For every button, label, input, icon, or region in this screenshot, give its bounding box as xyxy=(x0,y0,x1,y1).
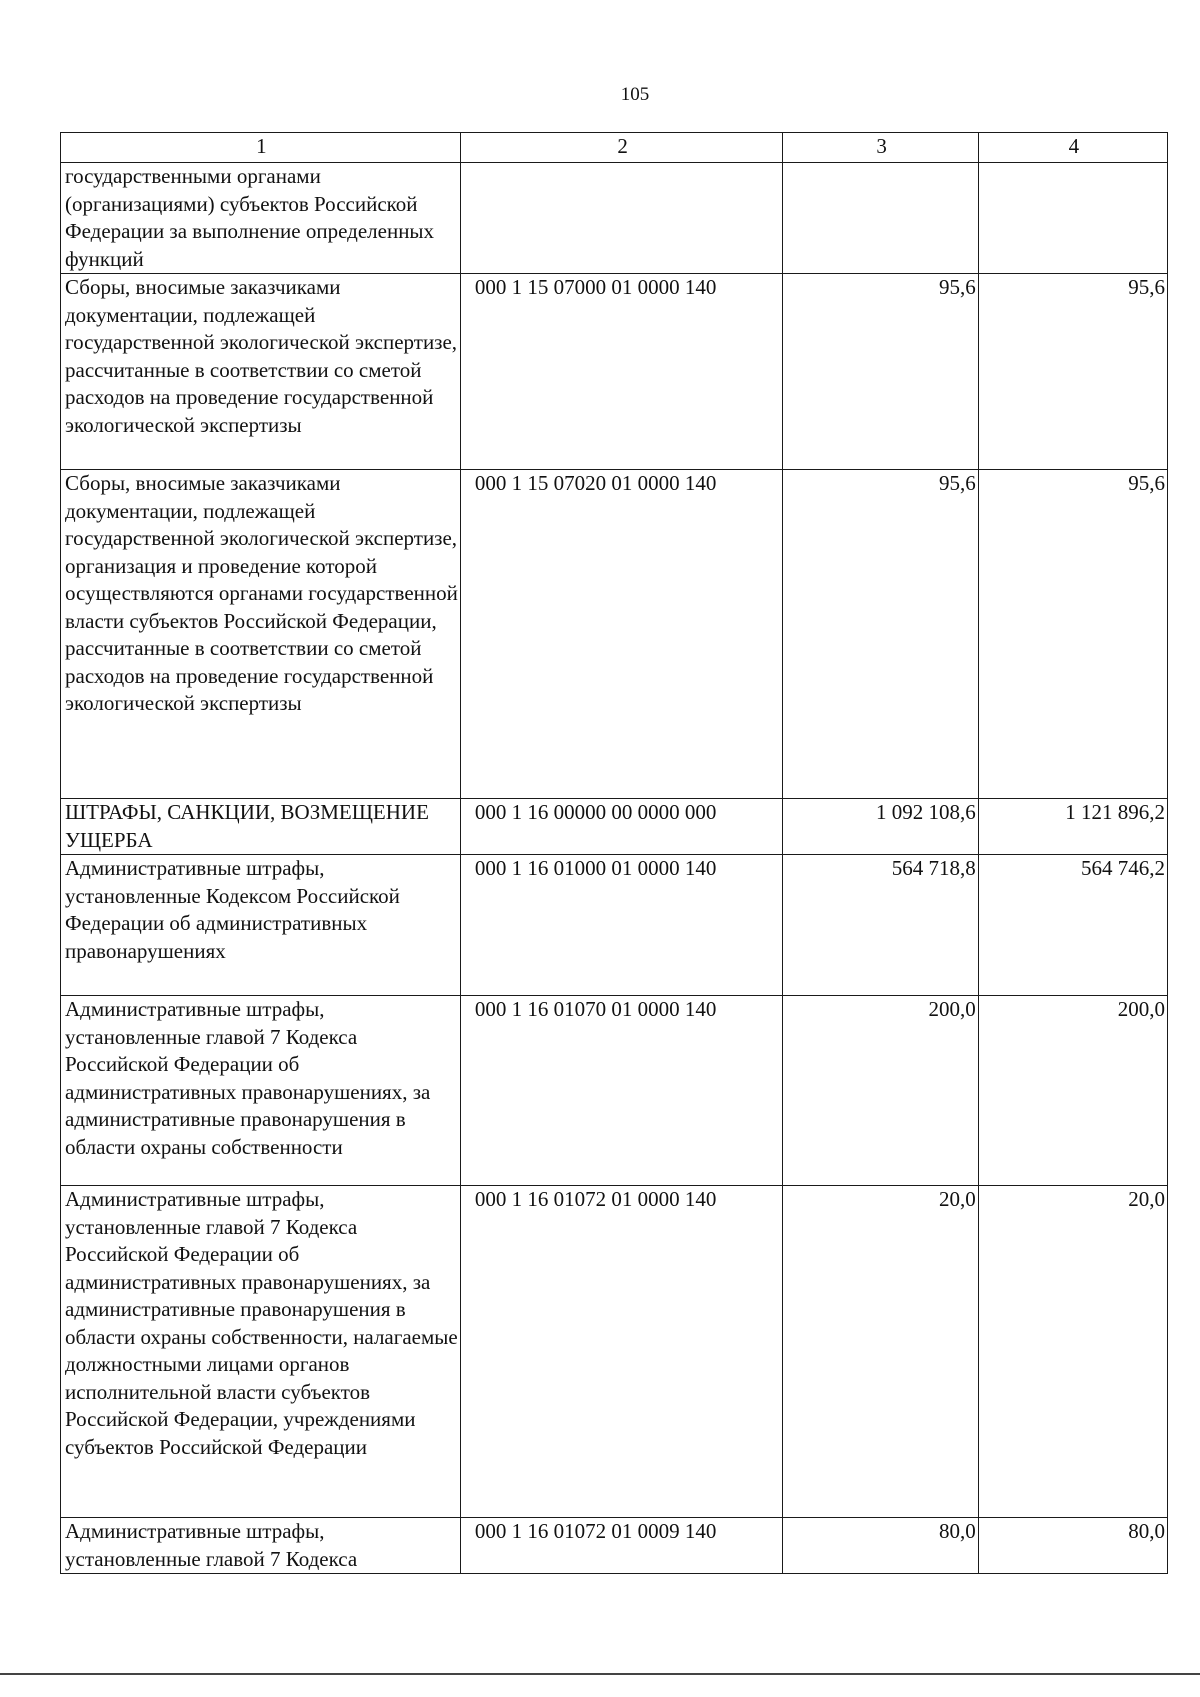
column-header-2: 2 xyxy=(460,133,783,163)
row-code-cell: 000 1 16 01072 01 0000 140 xyxy=(460,1186,783,1518)
row-code-cell: 000 1 16 01072 01 0009 140 xyxy=(460,1518,783,1574)
column-header-4: 4 xyxy=(978,133,1167,163)
scan-edge-divider xyxy=(0,1673,1200,1675)
row-name-cell: Сборы, вносимые заказчиками документации, подлежащей государственной экологической экспертизе, организация и проведение которой осуществляются органами государственной власти субъектов Российской Федерации, рассчитанные в соответствии со сметой расходов на проведение государственной экологической экспертизы xyxy=(61,470,461,799)
row-value-col4: 564 746,2 xyxy=(978,855,1167,996)
row-value-col4: 1 121 896,2 xyxy=(978,799,1167,855)
row-value-col4 xyxy=(978,163,1167,274)
table-row xyxy=(61,996,1168,1186)
row-value-col4: 200,0 xyxy=(978,996,1167,1186)
table-row xyxy=(61,855,1168,996)
row-name-cell: Административные штрафы, установленные главой 7 Кодекса Российской Федерации об административных правонарушениях, за административные правонарушения в области охраны собственности, налагаемые должностными лицами органов исполнительной власти субъектов Российской Федерации, учреждениями субъектов Российской Федерации xyxy=(61,1186,461,1518)
table-row xyxy=(61,1518,1168,1574)
row-name-cell: Административные штрафы, установленные главой 7 Кодекса xyxy=(61,1518,461,1574)
row-value-col3: 80,0 xyxy=(783,1518,978,1574)
row-value-col3: 95,6 xyxy=(783,470,978,799)
row-value-col3 xyxy=(783,163,978,274)
row-code-cell: 000 1 15 07000 01 0000 140 xyxy=(460,274,783,470)
row-name-cell: Сборы, вносимые заказчиками документации, подлежащей государственной экологической экспертизе, рассчитанные в соответствии со сметой расходов на проведение государственной экологической экспертизы xyxy=(61,274,461,470)
row-value-col3: 1 092 108,6 xyxy=(783,799,978,855)
budget-table xyxy=(60,132,1168,1574)
row-value-col3: 200,0 xyxy=(783,996,978,1186)
column-header-1: 1 xyxy=(61,133,461,163)
row-name-cell: Административные штрафы, установленные Кодексом Российской Федерации об административных правонарушениях xyxy=(61,855,461,996)
row-name-cell: Административные штрафы, установленные главой 7 Кодекса Российской Федерации об административных правонарушениях, за административные правонарушения в области охраны собственности xyxy=(61,996,461,1186)
row-value-col4: 80,0 xyxy=(978,1518,1167,1574)
table-row xyxy=(61,470,1168,799)
page-number: 105 xyxy=(620,84,650,105)
table-header-row xyxy=(61,133,1168,163)
table-row xyxy=(61,274,1168,470)
row-value-col3: 95,6 xyxy=(783,274,978,470)
budget-table-container xyxy=(60,132,1168,1574)
table-row xyxy=(61,1186,1168,1518)
row-code-cell: 000 1 16 01070 01 0000 140 xyxy=(460,996,783,1186)
row-code-cell xyxy=(460,163,783,274)
row-value-col3: 564 718,8 xyxy=(783,855,978,996)
row-name-cell: ШТРАФЫ, САНКЦИИ, ВОЗМЕЩЕНИЕ УЩЕРБА xyxy=(61,799,461,855)
table-row xyxy=(61,163,1168,274)
table-row xyxy=(61,799,1168,855)
row-value-col4: 20,0 xyxy=(978,1186,1167,1518)
row-code-cell: 000 1 16 00000 00 0000 000 xyxy=(460,799,783,855)
row-value-col4: 95,6 xyxy=(978,274,1167,470)
row-value-col3: 20,0 xyxy=(783,1186,978,1518)
row-value-col4: 95,6 xyxy=(978,470,1167,799)
row-code-cell: 000 1 15 07020 01 0000 140 xyxy=(460,470,783,799)
column-header-3: 3 xyxy=(783,133,978,163)
row-code-cell: 000 1 16 01000 01 0000 140 xyxy=(460,855,783,996)
row-name-cell: государственными органами (организациями) субъектов Российской Федерации за выполнение определенных функций xyxy=(61,163,461,274)
